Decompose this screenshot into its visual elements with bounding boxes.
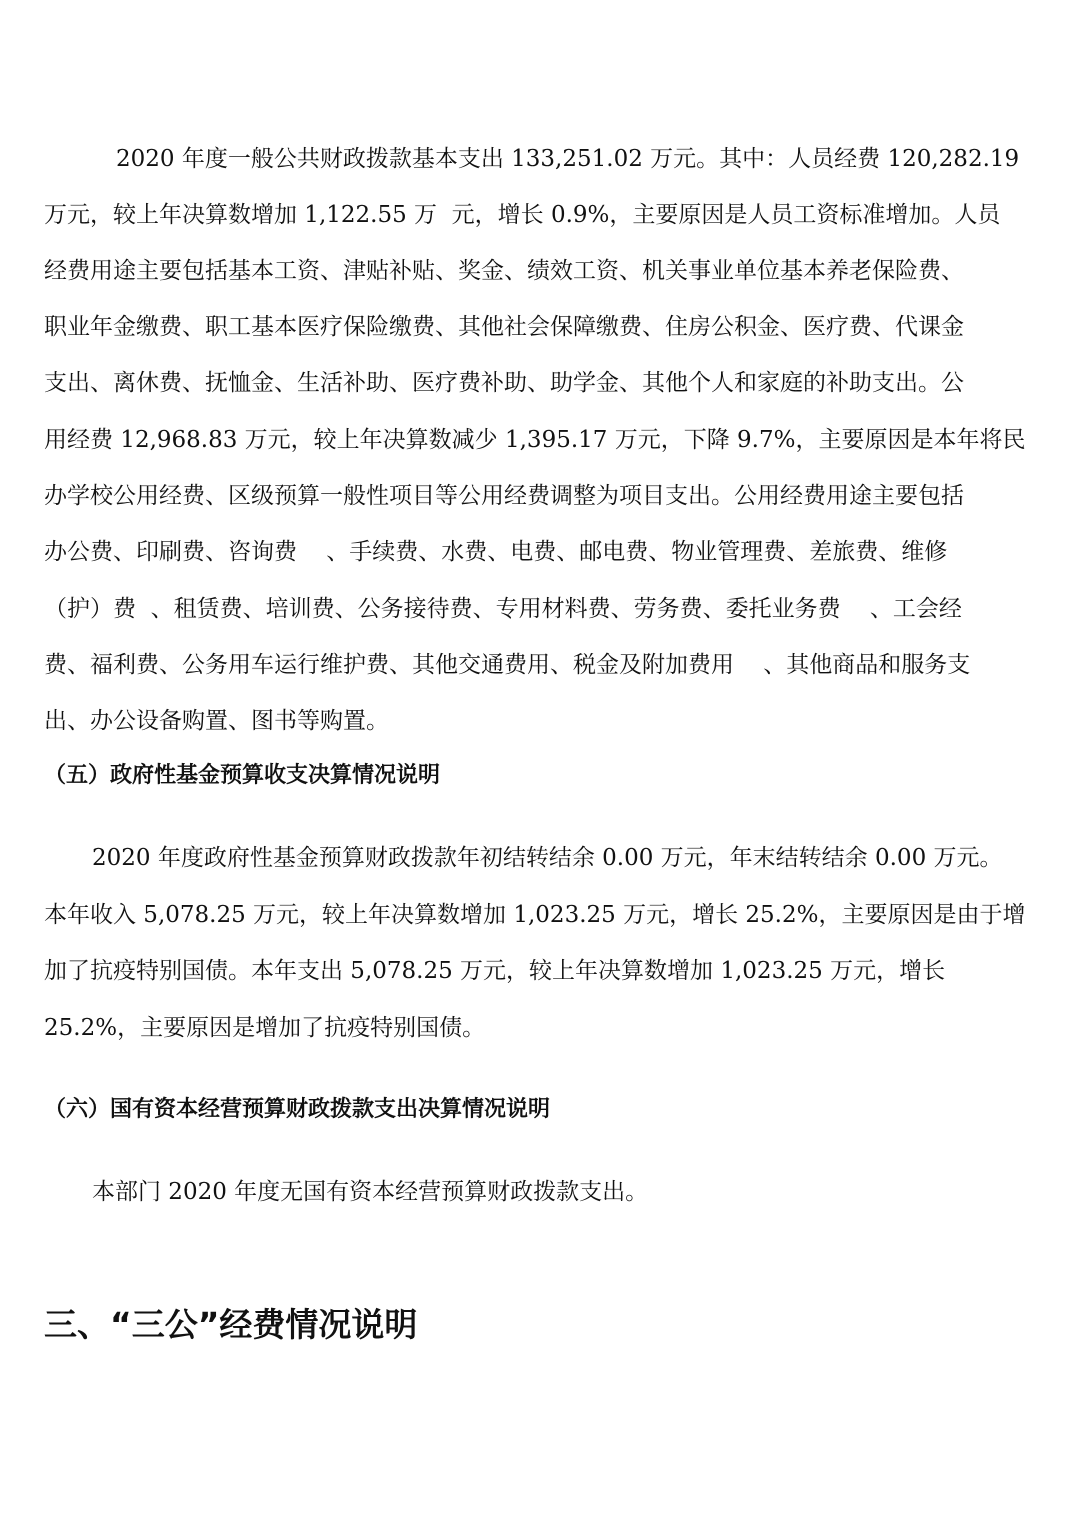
text-line: 费、福利费、公务用车运行维护费、其他交通费用、税金及附加费用 、其他商品和服务支	[44, 652, 971, 678]
text-line: 加了抗疫特别国债。本年支出 5,078.25 万元，较上年决算数增加 1,023.25 万元，增长	[44, 958, 946, 984]
text-line: 用经费 12,968.83 万元，较上年决算数减少 1,395.17 万元，下降 9.7%，主要原因是本年将民	[44, 427, 1026, 453]
text-line: 职业年金缴费、职工基本医疗保险缴费、其他社会保障缴费、住房公积金、医疗费、代课金	[44, 314, 964, 340]
text-line: 支出、离休费、抚恤金、生活补助、医疗费补助、助学金、其他个人和家庭的补助支出。公	[44, 370, 964, 396]
text-line: 25.2%，主要原因是增加了抗疫特别国债。	[44, 1015, 486, 1041]
text-line: （护）费 、租赁费、培训费、公务接待费、专用材料费、劳务费、委托业务费 、工会经	[44, 596, 962, 622]
text-line: 办学校公用经费、区级预算一般性项目等公用经费调整为项目支出。公用经费用途主要包括	[44, 483, 964, 509]
text-line: 经费用途主要包括基本工资、津贴补贴、奖金、绩效工资、机关事业单位基本养老保险费、	[44, 258, 964, 284]
section-heading-6: （六）国有资本经营预算财政拨款支出决算情况说明	[44, 1097, 551, 1122]
section-3-title: 三、“三公”经费情况说明	[44, 1305, 418, 1344]
text-line: 出、办公设备购置、图书等购置。	[44, 708, 389, 734]
text-line: 本部门 2020 年度无国有资本经营预算财政拨款支出。	[92, 1179, 649, 1205]
text-line: 2020 年度政府性基金预算财政拨款年初结转结余 0.00 万元，年末结转结余 0.00 万元。	[92, 845, 1003, 871]
text-line: 办公费、印刷费、咨询费 、手续费、水费、电费、邮电费、物业管理费、差旅费、维修	[44, 539, 948, 565]
text-line: 万元，较上年决算数增加 1,122.55 万 元，增长 0.9%，主要原因是人员工资标准增加。人员	[44, 202, 1001, 228]
text-line: 本年收入 5,078.25 万元，较上年决算数增加 1,023.25 万元，增长 25.2%，主要原因是由于增	[44, 902, 1026, 928]
section-heading-5: （五）政府性基金预算收支决算情况说明	[44, 763, 441, 788]
text-line: 2020 年度一般公共财政拨款基本支出 133,251.02 万元。其中：人员经费 120,282.19	[116, 146, 1020, 172]
